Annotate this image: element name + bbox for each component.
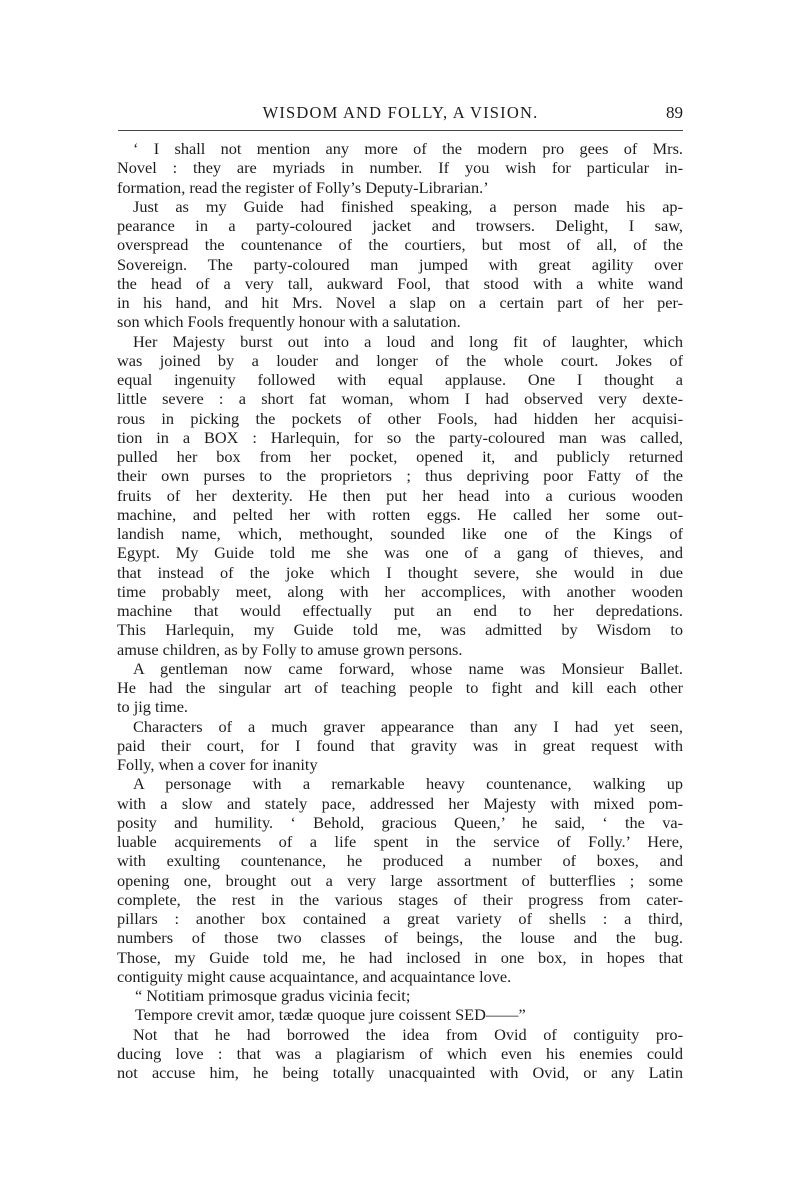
text-line: tion in a BOX : Harlequin, for so the party-coloured man was called, [117,427,683,447]
text-line: was joined by a louder and longer of the whole court. Jokes of [117,350,683,370]
text-line: He had the singular art of teaching people to fight and kill each other [117,678,683,697]
running-title: WISDOM AND FOLLY, A VISION. [262,103,539,122]
text-line: with exulting countenance, he produced a number of boxes, and [117,851,683,871]
text-line: complete, the rest in the various stages of their progress from cater- [117,889,683,909]
text-line: Egypt. My Guide told me she was one of a gang of thieves, and [117,543,683,563]
text-line: numbers of those two classes of beings, the louse and the bug. [117,928,683,948]
text-line: pearance in a party-coloured jacket and trowsers. Delight, I saw, [117,216,683,235]
text-line: rous in picking the pockets of other Fools, had hidden her acquisi- [117,408,683,428]
text-line: machine that would effectually put an end to her depredations. [117,601,683,620]
text-line: contiguity might cause acquaintance, and acquaintance love. [117,966,512,986]
page-header [118,103,683,127]
page-number: 89 [666,103,683,122]
text-line: fruits of her dexterity. He then put her head into a curious wooden [117,485,683,505]
text-line: their own purses to the proprietors ; thus depriving poor Fatty of the [117,466,683,486]
text-line: machine, and pelted her with rotten eggs. He called her some out- [117,504,683,524]
text-line: posity and humility. ‘ Behold, gracious Queen,’ he said, ‘ the va- [117,812,683,832]
verse-line: Tempore crevit amor, tædæ quoque jure coissent SED——” [135,1005,526,1025]
text-line: ducing love : that was a plagiarism of which even his enemies could [117,1043,683,1063]
text-line: Just as my Guide had finished speaking, a person made his ap- [133,196,683,216]
text-line: little severe : a short fat woman, whom I had observed very dexte- [117,389,683,409]
text-line: Those, my Guide told me, he had inclosed in one box, in hopes that [117,947,683,967]
text-line: paid their court, for I found that gravity was in great request with [117,735,683,755]
text-line: ‘ I shall not mention any more of the modern pro gees of Mrs. [133,139,683,158]
text-line: pulled her box from her pocket, opened it, and publicly returned [117,447,683,466]
text-line: equal ingenuity followed with equal applause. One I thought a [117,370,683,389]
text-line: Characters of a much graver appearance than any I had yet seen, [133,716,683,736]
text-line: Novel : they are myriads in number. If you wish for particular in- [117,158,683,178]
text-line: to jig time. [117,697,188,717]
verse-line: “ Notitiam primosque gradus vicinia fecit; [135,986,411,1005]
text-line: time probably meet, along with her accomplices, with another wooden [117,581,683,601]
body-text [117,139,683,1082]
text-line: the head of a very tall, aukward Fool, that stood with a white wand [117,273,683,293]
header-rule [118,130,683,131]
text-line: A personage with a remarkable heavy countenance, walking up [133,774,683,794]
text-line: Her Majesty burst out into a loud and long fit of laughter, which [133,331,683,351]
text-line: son which Fools frequently honour with a salutation. [117,312,461,332]
text-line: formation, read the register of Folly’s Deputy-Librarian.’ [117,177,489,197]
text-line: opening one, brought out a very large assortment of butterflies ; some [117,870,683,890]
text-line: overspread the countenance of the courtiers, but most of all, of the [117,235,683,255]
text-line: in his hand, and hit Mrs. Novel a slap on a certain part of her per- [117,293,683,312]
text-line: with a slow and stately pace, addressed her Majesty with mixed pom- [117,793,683,813]
text-line: Sovereign. The party-coloured man jumped with great agility over [117,254,683,274]
text-line: A gentleman now came forward, whose name was Monsieur Ballet. [133,658,683,678]
text-line: Folly, when a cover for inanity [117,755,318,774]
text-line: Not that he had borrowed the idea from Ovid of contiguity pro- [133,1024,683,1044]
text-line: This Harlequin, my Guide told me, was admitted by Wisdom to [117,620,683,640]
text-line: luable acquirements of a life spent in the service of Folly.’ Here, [117,832,683,851]
text-line: pillars : another box contained a great variety of shells : a third, [117,909,683,928]
text-line: landish name, which, methought, sounded like one of the Kings of [117,524,683,543]
text-line: amuse children, as by Folly to amuse grown persons. [117,639,463,659]
text-line: not accuse him, he being totally unacquainted with Ovid, or any Latin [117,1063,683,1082]
text-line: that instead of the joke which I thought severe, she would in due [117,562,683,582]
